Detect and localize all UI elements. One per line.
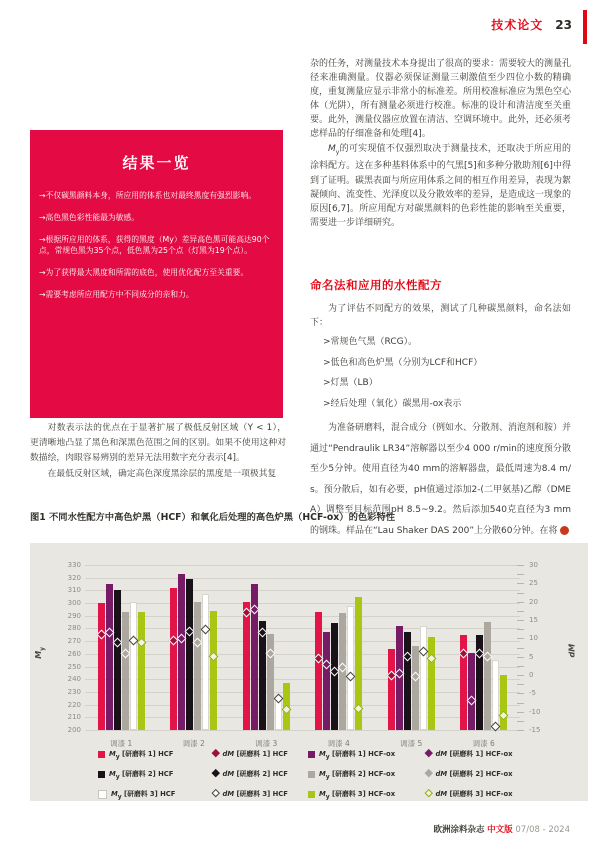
y2-axis-tick-label: 5 [529, 652, 534, 661]
right-axis-tick [517, 593, 524, 594]
right-axis-tick [517, 611, 524, 612]
list-item: >灯黑（LB） [323, 378, 378, 389]
legend-label: $M_y$ [研磨料 1] HCF-ox [319, 750, 396, 761]
my-symbol: M [328, 143, 336, 154]
y-axis-tick-label: 260 [67, 649, 81, 658]
y2-axis-tick-label: -15 [529, 726, 541, 734]
right-axis-tick [517, 583, 524, 584]
y-axis-tick-label: 330 [67, 561, 81, 569]
legend-diamond-swatch [212, 789, 220, 797]
y-axis-tick-label: 290 [67, 611, 81, 620]
bar [412, 646, 419, 730]
grid-line [85, 717, 520, 718]
body-paragraph: 对数表示法的优点在于显著扩展了极低反射区域（Y < 1），更清晰地凸显了黑色和深黑色范围之间的区别。如果不使用这种对数描绘，肉眼容易辨别的差异无法用数字充分表示[4]。 [30, 423, 286, 464]
y-axis-tick-label: 270 [67, 637, 81, 646]
left-text-column [30, 421, 286, 482]
body-paragraph: 杂的任务，对测量技术本身提出了很高的要求：需要较大的测量孔径来准确测量。仪器必须保证测量三刺激值至少四位小数的精确度，重复测量应显示非常小的标准差。所用校准标准应为黑色空心体（光阱），所有测量必须进行校准。标准的设计和清洁度至关重要。此外，测量仪器应放置在清洁、空调环境中。此外，还必须考虑样品的仔细准备和处理[4]。 [310, 59, 572, 140]
bar [388, 649, 395, 730]
right-axis-tick [517, 721, 524, 722]
bar [420, 626, 427, 730]
y-axis-tick-label: 240 [67, 675, 81, 684]
paragraph-text: 的可实现值不仅强烈取决于测量技术，还取决于所应用的涂料配方。这在多种基料体系中的气黑[5]和多种分散助剂[6]中得到了证明。碳黑表面与所应用体系之间的相互作用差异，表现为絮凝倾向、流变性、光泽度以及分散效率的差异，是造成这一现象的原因[6,7]。所应用配方对碳黑颜料的色彩性能的影响至关重要，需要进一步详细研究。 [310, 143, 572, 228]
legend-bar-swatch [98, 771, 105, 778]
category-label: 调漆 5 [400, 739, 423, 748]
right-text-column [310, 57, 584, 542]
grid-line [85, 641, 520, 642]
right-axis-tick [517, 684, 524, 685]
legend-entry [426, 768, 513, 778]
legend-label: dM [研磨料 3] HCF [222, 790, 288, 798]
category-label: 调漆 3 [255, 739, 278, 748]
y2-axis-tick-label: 25 [529, 579, 538, 588]
bar [323, 632, 330, 730]
category-label: 调漆 2 [182, 739, 205, 748]
legend-label: dM [研磨料 2] HCF [222, 770, 288, 778]
category-label: 调漆 4 [327, 739, 350, 748]
legend-label: $M_y$ [研磨料 3] HCF [111, 790, 176, 801]
right-axis-tick [517, 629, 524, 630]
page-number: 23 [555, 18, 572, 32]
legend-diamond-swatch [425, 749, 433, 757]
right-axis-tick [517, 602, 524, 603]
y2-axis-tick-label: -5 [529, 689, 536, 698]
grid-line [85, 705, 520, 706]
results-bullet: →不仅碳黑颜料本身，所应用的体系也对最终黑度有强烈影响。 [39, 191, 257, 200]
results-bullet: →需要考虑所应用配方中不同成分的亲和力。 [39, 289, 194, 299]
bar [138, 612, 145, 730]
y-axis-tick-label: 300 [67, 599, 81, 608]
right-axis-tick [517, 638, 524, 639]
right-axis-tick [517, 648, 524, 649]
y2-axis-tick-label: 15 [529, 616, 538, 624]
grid-line [85, 603, 520, 604]
bar [194, 602, 201, 730]
body-paragraph: 在最低反射区域，确定高色深度黑涂层的黑度是一项极其复 [47, 468, 277, 479]
bar [114, 590, 121, 730]
right-axis-tick [517, 730, 524, 731]
figure-chart [30, 543, 588, 801]
continue-arrow-icon: ❯ [560, 526, 569, 535]
legend-label: $M_y$ [研磨料 3] HCF-ox [319, 790, 396, 801]
legend-bar-swatch [98, 790, 107, 799]
edition-label: 中文版 [487, 825, 513, 835]
legend-diamond-swatch [212, 749, 220, 757]
right-axis-tick [517, 565, 524, 566]
bar [500, 675, 507, 730]
list-item: >低色和高色炉黑（分别为LCF和HCF） [323, 357, 483, 368]
legend-entry [213, 788, 288, 798]
legend-entry [308, 788, 395, 800]
y2-axis-tick-label: -10 [529, 707, 541, 716]
my-subscript: y [335, 148, 340, 156]
legend-diamond-swatch [212, 769, 220, 777]
legend-diamond-swatch [425, 769, 433, 777]
journal-name: 欧洲涂料杂志 [433, 825, 485, 835]
bar [106, 584, 113, 730]
right-axis-tick [517, 620, 524, 621]
bar [186, 579, 193, 730]
right-axis-tick [517, 675, 524, 676]
bar [202, 594, 209, 730]
section-label: 技术论文 [491, 18, 544, 32]
bar [122, 612, 129, 730]
legend-entry [426, 748, 513, 758]
dm-axis-title: dM [567, 643, 577, 657]
bar [315, 612, 322, 730]
right-axis-tick [517, 666, 524, 667]
grid-line [85, 692, 520, 693]
list-item: >常规色气黑（RCG）。 [323, 337, 418, 348]
page-header [491, 16, 572, 33]
bar [178, 574, 185, 730]
bar [275, 700, 282, 730]
legend-diamond-swatch [425, 789, 433, 797]
legend-entry [98, 788, 175, 800]
legend-entry [213, 768, 288, 778]
results-bullet: →高色黑色彩性能最为敏感。 [39, 212, 140, 222]
category-label: 调漆 1 [110, 739, 133, 748]
grid-line [85, 578, 520, 579]
legend-entry [98, 748, 173, 760]
results-bullet: →为了获得最大黑度和所需的底色，使用优化配方至关重要。 [39, 268, 249, 278]
legend-label: dM [研磨料 1] HCF [222, 750, 288, 758]
body-paragraph: 为了评估不同配方的效果，测试了几种碳黑颜料，命名法如下： [310, 303, 571, 329]
y-axis-tick-label: 220 [67, 700, 81, 709]
bar [484, 622, 491, 730]
grid-line [85, 654, 520, 655]
grid-line [85, 730, 520, 731]
grid-line [85, 628, 520, 629]
legend-bar-swatch [308, 791, 315, 798]
grid-line [85, 616, 520, 617]
page-edge-marker [583, 10, 587, 44]
legend-entry [426, 788, 513, 798]
section-heading: 命名法和应用的水性配方 [310, 277, 442, 292]
right-axis-tick [517, 703, 524, 704]
legend-label: dM [研磨料 1] HCF-ox [435, 750, 513, 758]
legend-entry [308, 748, 395, 760]
y2-axis-tick-label: 10 [529, 634, 538, 643]
results-box-title: 结果一览 [122, 154, 191, 172]
legend-bar-swatch [308, 751, 315, 758]
right-axis-tick [517, 574, 524, 575]
right-axis-tick [517, 712, 524, 713]
y-axis-tick-label: 230 [67, 687, 81, 696]
legend-entry [308, 768, 395, 780]
y-axis-tick-label: 280 [67, 624, 81, 633]
my-axis-title: $M_y$ [34, 646, 46, 659]
legend-entry [213, 748, 288, 758]
grid-line [85, 565, 520, 566]
bar [243, 602, 250, 730]
legend-label: $M_y$ [研磨料 1] HCF [109, 750, 174, 761]
y2-axis-tick-label: 0 [529, 671, 534, 679]
paragraph-text: 为准备研磨料，混合成分（例如水、分散剂、消泡剂和胺）并通过“Pendraulik LR34”溶解器以至少4 000 r/min的速度预分散至少5分钟。使用直径为40 mm的溶解器盘，最低周速为8.4 m/s。预分散后，如有必要，pH值通过添加2-(二甲氨基)乙醇（DMEA）调整至目标范围pH 8.5~9.2。然后添加540克直径为3 mm的钢珠。样品在“Lau Shaker DAS 200”上分散60分钟。在将 [310, 423, 572, 537]
body-paragraph [310, 418, 584, 542]
bar [492, 660, 499, 730]
legend-label: dM [研磨料 2] HCF-ox [435, 770, 513, 778]
bar [170, 588, 177, 730]
grid-line [85, 667, 520, 668]
y-axis-tick-label: 250 [67, 662, 81, 671]
list-item: >经后处理（氧化）碳黑用-ox表示 [323, 398, 462, 409]
y-axis-tick-label: 310 [67, 586, 81, 595]
y2-axis-tick-label: 30 [529, 561, 538, 569]
y-axis-tick-label: 320 [67, 573, 81, 582]
bar [210, 611, 217, 730]
page-footer [433, 823, 570, 835]
y-axis-tick-label: 200 [67, 726, 81, 734]
bar [404, 632, 411, 730]
legend-bar-swatch [308, 771, 315, 778]
category-label: 调漆 6 [472, 739, 495, 748]
grid-line [85, 679, 520, 680]
legend-bar-swatch [98, 751, 105, 758]
legend-label: dM [研磨料 3] HCF-ox [435, 790, 513, 798]
results-summary-box [30, 130, 283, 418]
bar [468, 653, 475, 730]
body-paragraph [310, 142, 571, 230]
bar [130, 602, 137, 730]
legend-label: $M_y$ [研磨料 2] HCF-ox [319, 770, 396, 781]
right-axis-tick [517, 693, 524, 694]
grid-line [85, 590, 520, 591]
nomenclature-list [310, 336, 571, 410]
results-bullet: →根据所应用的体系，获得的黑度（My）差异高色黑可能高达90个点，常规色黑为35个点，低色黑为25个点（灯黑为19个点）。 [39, 234, 270, 256]
issue-date: 07/08 - 2024 [515, 825, 570, 835]
legend-label: $M_y$ [研磨料 2] HCF [109, 770, 174, 781]
legend-entry [98, 768, 173, 780]
y-axis-tick-label: 210 [67, 713, 81, 722]
bar [428, 637, 435, 730]
y2-axis-tick-label: 20 [529, 597, 538, 606]
bar [98, 603, 105, 730]
figure-caption: 图1 不同水性配方中高色炉黑（HCF）和氧化后处理的高色炉黑（HCF-ox）的色彩特性 [30, 512, 396, 523]
bar [331, 623, 338, 730]
right-axis-tick [517, 657, 524, 658]
bar [347, 606, 354, 730]
